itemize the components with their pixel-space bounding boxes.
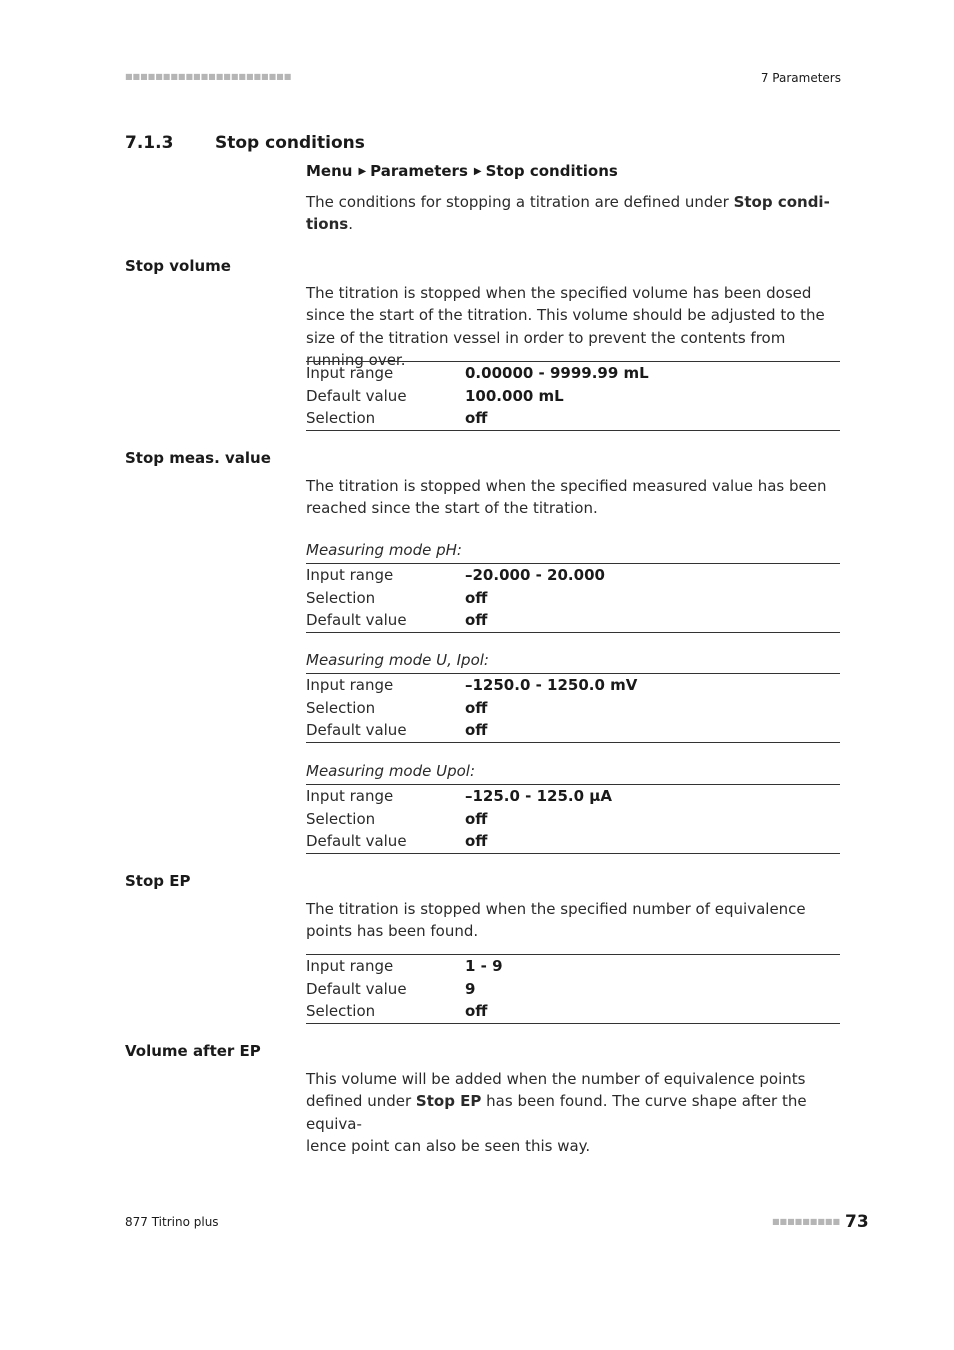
paragraph-line: This volume will be added when the number of equivalence points [306, 1070, 806, 1088]
param-value: off [465, 409, 488, 428]
table-row [306, 564, 840, 587]
mode-caption-ph: Measuring mode pH: [306, 541, 462, 559]
param-value: 1 - 9 [465, 957, 503, 976]
triangle-right-icon: ▶ [358, 166, 367, 177]
intro-paragraph [306, 191, 842, 236]
table-row [306, 955, 840, 978]
menu-path-item: Parameters [370, 162, 468, 180]
param-value: off [465, 1002, 488, 1021]
param-label: Input range [306, 957, 394, 976]
page-number: 73 [845, 1212, 869, 1232]
intro-bold-part2: tions [306, 215, 349, 234]
param-label: Selection [306, 809, 376, 828]
intro-bold-part1: Stop condi- [733, 193, 830, 211]
stop-ep-reference: Stop EP [415, 1092, 482, 1111]
mode-upol-table [306, 784, 840, 854]
footer-product: 877 Titrino plus [125, 1215, 219, 1229]
table-row [306, 674, 840, 697]
table-row [306, 808, 840, 831]
param-label: Default value [306, 611, 407, 630]
param-label: Default value [306, 979, 407, 998]
mode-caption-upol: Measuring mode Upol: [306, 762, 476, 780]
param-label: Default value [306, 832, 407, 851]
table-row [306, 719, 840, 742]
stop-meas-value-text: The titration is stopped when the specified measured value has been reached since the start of the titration. [306, 477, 827, 518]
param-value: 100.000 mL [465, 386, 564, 405]
footer-decoration: ■■■■■■■■■ [772, 1217, 841, 1226]
param-value: off [465, 809, 488, 828]
chapter-label: 7 Parameters [760, 71, 841, 85]
param-value: off [465, 832, 488, 851]
param-label: Input range [306, 566, 394, 585]
volume-after-ep-heading: Volume after EP [125, 1042, 261, 1060]
param-value: –1250.0 - 1250.0 mV [465, 676, 638, 695]
paragraph-text: has been found. The curve shape after the equiva- [306, 1092, 807, 1133]
paragraph-line: lence point can also be seen this way. [306, 1136, 591, 1155]
stop-meas-value-heading: Stop meas. value [125, 449, 271, 467]
table-row [306, 697, 840, 720]
table-row [306, 1000, 840, 1023]
table-row [306, 385, 840, 408]
param-value: –20.000 - 20.000 [465, 566, 605, 585]
mode-u-ipol-table [306, 673, 840, 743]
table-row [306, 830, 840, 853]
intro-text: The conditions for stopping a titration are defined under [306, 193, 734, 211]
param-label: Input range [306, 787, 394, 806]
header-decoration: ■■■■■■■■■■■■■■■■■■■■■■ [125, 72, 292, 81]
param-value: off [465, 611, 488, 630]
section-number: 7.1.3 [125, 133, 174, 153]
mode-caption-u-ipol: Measuring mode U, Ipol: [306, 651, 489, 669]
param-value: off [465, 721, 488, 740]
menu-path [306, 160, 618, 183]
param-value: off [465, 698, 488, 717]
param-value: 0.00000 - 9999.99 mL [465, 364, 649, 383]
volume-after-ep-text [306, 1068, 842, 1157]
param-label: Selection [306, 1002, 376, 1021]
param-label: Selection [306, 698, 376, 717]
param-label: Selection [306, 409, 376, 428]
param-label: Input range [306, 676, 394, 695]
table-row [306, 785, 840, 808]
stop-ep-table [306, 954, 840, 1024]
menu-path-item: Menu [306, 162, 353, 180]
table-row [306, 587, 840, 610]
stop-volume-text: The titration is stopped when the specified volume has been dosed since the start of the titration. This volume should be adjusted to the size of the titration vessel in order to prevent the contents from running over. [306, 284, 825, 369]
stop-volume-heading: Stop volume [125, 257, 231, 275]
param-label: Default value [306, 721, 407, 740]
param-value: off [465, 588, 488, 607]
param-label: Default value [306, 386, 407, 405]
paragraph-text: defined under [306, 1092, 416, 1111]
table-row [306, 609, 840, 632]
stop-ep-text: The titration is stopped when the specified number of equivalence points has been found. [306, 900, 806, 941]
section-title: Stop conditions [215, 133, 365, 153]
param-label: Input range [306, 364, 394, 383]
mode-ph-table [306, 563, 840, 633]
param-value: –125.0 - 125.0 µA [465, 787, 612, 806]
stop-volume-table [306, 361, 840, 431]
menu-path-item: Stop conditions [485, 162, 618, 180]
table-row [306, 978, 840, 1001]
table-row [306, 362, 840, 385]
stop-ep-heading: Stop EP [125, 872, 191, 890]
param-value: 9 [465, 979, 476, 998]
triangle-right-icon: ▶ [473, 166, 482, 177]
table-row [306, 407, 840, 430]
param-label: Selection [306, 588, 376, 607]
intro-period: . [348, 215, 354, 234]
